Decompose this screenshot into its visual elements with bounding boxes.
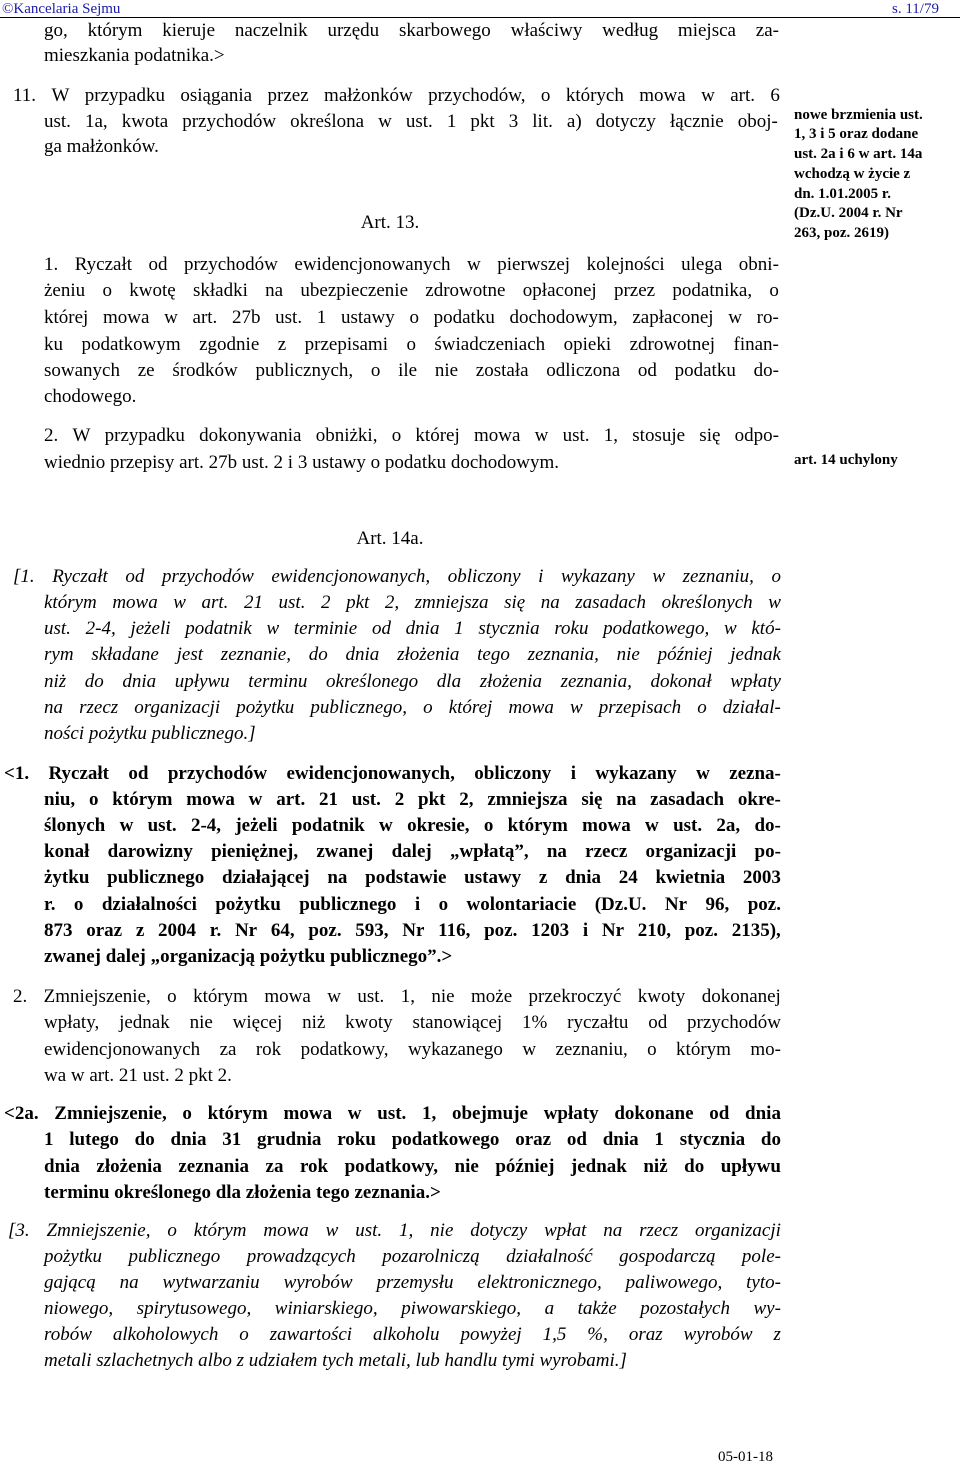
text-line: żytku publicznego działającej na podstawie ustawy z dnia 24 kwietnia 2003 xyxy=(44,867,781,888)
text-line: żeniu o kwotę składki na ubezpieczenie zdrowotne opłaconej przez podatnika, o xyxy=(44,280,779,301)
margin-note-line: (Dz.U. 2004 r. Nr xyxy=(794,205,903,221)
text-line: 2. W przypadku dokonywania obniżki, o której mowa w ust. 1, stosuje się odpo- xyxy=(44,425,779,446)
text-line: 11. W przypadku osiągania przez małżonków przychodów, o których mowa w art. 6 xyxy=(13,85,780,106)
text-line: terminu określonego dla złożenia tego zeznania.> xyxy=(44,1182,441,1203)
margin-note-repealed: art. 14 uchylony xyxy=(794,452,898,468)
text-line: dnia złożenia zeznania za rok podatkowy, nie później jednak niż do upływu xyxy=(44,1156,781,1177)
text-line: 1 lutego do dnia 31 grudnia roku podatkowego oraz od dnia 1 stycznia do xyxy=(44,1129,781,1150)
text-line: niowego, spirytusowego, winiarskiego, piwowarskiego, a także pozostałych wy- xyxy=(44,1298,781,1319)
text-line: rym składane jest zeznanie, do dnia złożenia tego zeznania, nie później jednak xyxy=(44,644,781,665)
article-heading: Art. 13. xyxy=(360,212,420,233)
margin-note-line: dn. 1.01.2005 r. xyxy=(794,186,891,202)
header-page-number: s. 11/79 xyxy=(892,1,939,17)
text-line: [3. Zmniejszenie, o którym mowa w ust. 1, nie dotyczy wpłat na rzecz organizacji xyxy=(8,1220,781,1241)
text-line: zwanej dalej „organizacją pożytku publicznego”.> xyxy=(44,946,453,967)
margin-note-line: 1, 3 i 5 oraz dodane xyxy=(794,126,919,142)
text-line: go, którym kieruje naczelnik urzędu skarbowego właściwy według miejsca za- xyxy=(44,20,779,41)
text-line: sowanych ze środków publicznych, o ile nie została odliczona od podatku do- xyxy=(44,360,779,381)
text-line: ności pożytku publicznego.] xyxy=(44,723,256,744)
margin-note-line: 263, poz. 2619) xyxy=(794,225,889,241)
margin-note-line: ust. 2a i 6 w art. 14a xyxy=(794,146,923,162)
footer-date: 05-01-18 xyxy=(718,1449,773,1465)
margin-note-line: nowe brzmienia ust. xyxy=(794,107,923,123)
text-line: wa w art. 21 ust. 2 pkt 2. xyxy=(44,1065,232,1086)
text-line: r. o działalności pożytku publicznego i o wolontariacie (Dz.U. Nr 96, poz. xyxy=(44,894,781,915)
text-line: mieszkania podatnika.> xyxy=(44,45,225,66)
text-line: ga małżonków. xyxy=(44,136,159,157)
text-line: <2a. Zmniejszenie, o którym mowa w ust. 1, obejmuje wpłaty dokonane od dnia xyxy=(4,1103,781,1124)
text-line: metali szlachetnych albo z udziałem tych metali, lub handlu tymi wyrobami.] xyxy=(44,1350,627,1371)
text-line: ewidencjonowanych za rok podatkowy, wykazanego w zeznaniu, o którym mo- xyxy=(44,1039,781,1060)
text-line: ślonych w ust. 2-4, jeżeli podatnik w okresie, o którym mowa w ust. 2a, do- xyxy=(44,815,781,836)
text-line: niu, o którym mowa w art. 21 ust. 2 pkt 2, zmniejsza się na zasadach okre- xyxy=(44,789,781,810)
text-line: której mowa w art. 27b ust. 1 ustawy o podatku dochodowym, zapłaconej w ro- xyxy=(44,307,779,328)
text-line: niż do dnia upływu terminu określonego dla złożenia zeznania, dokonał wpłaty xyxy=(44,671,781,692)
text-line: 2. Zmniejszenie, o którym mowa w ust. 1, nie może przekroczyć kwoty dokonanej xyxy=(13,986,781,1007)
text-line: wiednio przepisy art. 27b ust. 2 i 3 ustawy o podatku dochodowym. xyxy=(44,452,560,473)
text-line: ust. 1a, kwota przychodów określona w ust. 1 pkt 3 lit. a) dotyczy łącznie oboj- xyxy=(44,111,778,132)
text-line: 873 oraz z 2004 r. Nr 64, poz. 593, Nr 116, poz. 1203 i Nr 210, poz. 2135), xyxy=(44,920,781,941)
text-line: gającą na wytwarzaniu wyrobów przemysłu elektronicznego, paliwowego, tyto- xyxy=(44,1272,781,1293)
text-line: chodowego. xyxy=(44,386,137,407)
margin-note-line: wchodzą w życie z xyxy=(794,166,911,182)
text-line: pożytku publicznego prowadzących pozarolniczą działalność gospodarczą pole- xyxy=(44,1246,781,1267)
text-line: ku podatkowym zgodnie z przepisami o świadczeniach opieki zdrowotnej finan- xyxy=(44,334,779,355)
text-line: robów alkoholowych o zawartości alkoholu powyżej 1,5 %, oraz wyrobów z xyxy=(44,1324,781,1345)
text-line: na rzecz organizacji pożytku publicznego, o której mowa w przepisach o działal- xyxy=(44,697,781,718)
text-line: konał darowizny pieniężnej, zwanej dalej „wpłatą”, na rzecz organizacji po- xyxy=(44,841,781,862)
text-line: 1. Ryczałt od przychodów ewidencjonowanych w pierwszej kolejności ulega obni- xyxy=(44,254,779,275)
text-line: [1. Ryczałt od przychodów ewidencjonowanych, obliczony i wykazany w zeznaniu, o xyxy=(13,566,781,587)
text-line: ust. 2-4, jeżeli podatnik w terminie od dnia 1 stycznia roku podatkowego, w któ- xyxy=(44,618,781,639)
article-heading: Art. 14a. xyxy=(356,528,424,549)
header-source: ©Kancelaria Sejmu xyxy=(2,1,121,17)
text-line: <1. Ryczałt od przychodów ewidencjonowanych, obliczony i wykazany w zezna- xyxy=(4,763,781,784)
text-line: wpłaty, jednak nie więcej niż kwoty stanowiącej 1% ryczałtu od przychodów xyxy=(44,1012,781,1033)
header-rule xyxy=(0,17,960,18)
text-line: którym mowa w art. 21 ust. 2 pkt 2, zmniejsza się na zasadach określonych w xyxy=(44,592,781,613)
